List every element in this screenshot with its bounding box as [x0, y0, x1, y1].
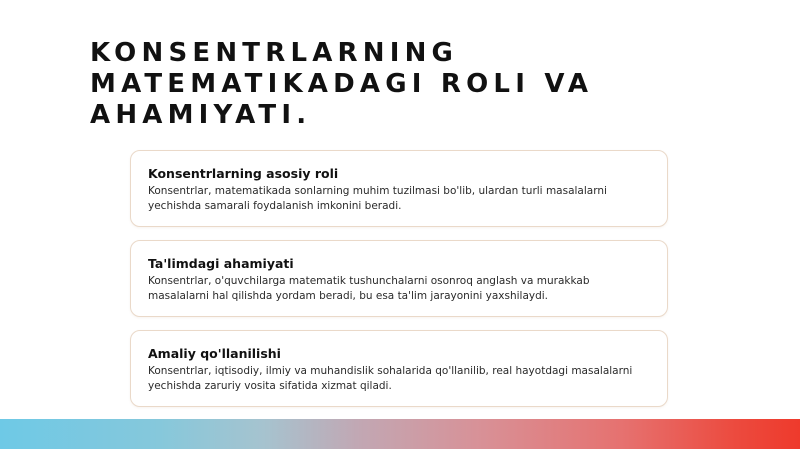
card-education-importance [130, 240, 668, 317]
gradient-footer-band [0, 419, 800, 449]
card-practical-application [130, 330, 668, 407]
card-text: Konsentrlar, matematikada sonlarning muhim tuzilmasi bo'lib, ulardan turli masalalarni yechishda samarali foydalanish imkonini beradi. [148, 185, 607, 212]
card-main-role [130, 150, 668, 227]
card-heading: Amaliy qo'llanilishi [148, 346, 281, 361]
card-text: Konsentrlar, o'quvchilarga matematik tushunchalarni osonroq anglash va murakkab masalalarni hal qilishda yordam beradi, bu esa ta'lim jarayonini yaxshilaydi. [148, 275, 590, 302]
card-heading: Ta'limdagi ahamiyati [148, 256, 294, 271]
card-text: Konsentrlar, iqtisodiy, ilmiy va muhandislik sohalarida qo'llanilib, real hayotdagi masalalarni yechishda zaruriy vosita sifatida xizmat qiladi. [148, 365, 633, 392]
card-heading: Konsentrlarning asosiy roli [148, 166, 339, 181]
slide-title: KONSENTRLARNING MATEMATIKADAGI ROLI VA AHAMIYATI. [90, 38, 594, 130]
